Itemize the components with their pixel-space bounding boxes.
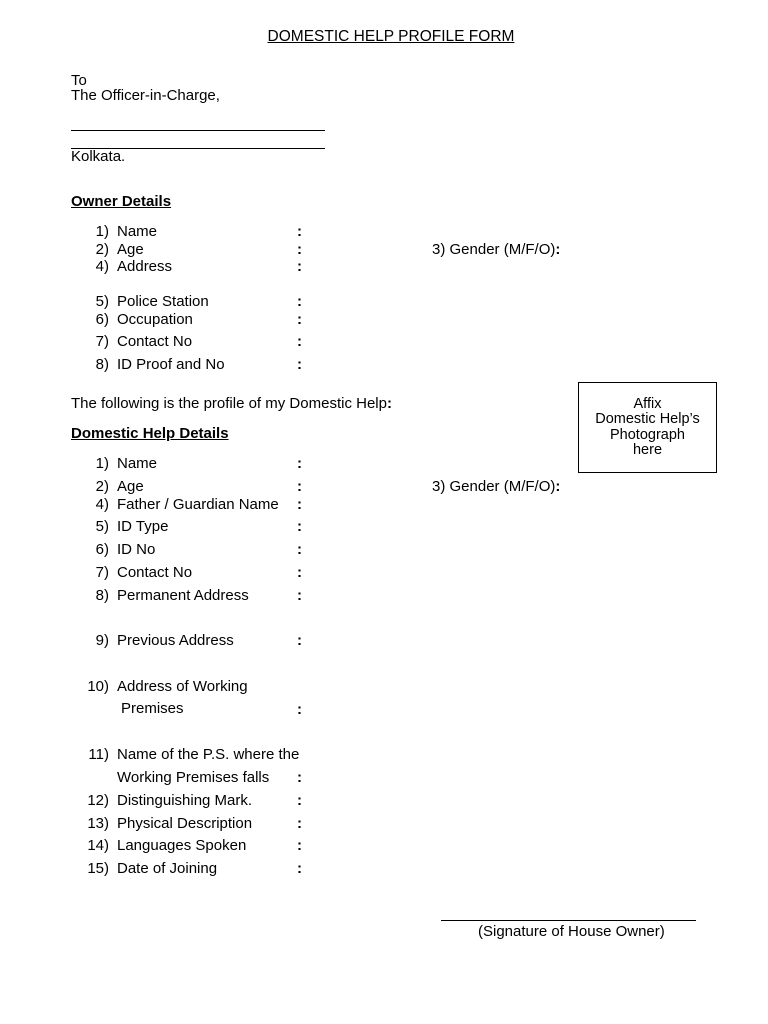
field-number: 11) [88,746,109,763]
field-colon: : [297,587,302,604]
intro-label: The following is the profile of my Domestic Help [71,395,387,412]
field-colon: : [555,241,561,258]
field-label: ID Proof and No [117,356,225,373]
address-line-1 [71,130,325,131]
field-number: 6) [95,311,109,328]
field-number: 1) [95,455,109,472]
field-label: Father / Guardian Name [117,496,279,513]
intro-text [71,395,392,412]
field-colon: : [297,293,302,310]
field-colon: : [297,518,302,535]
field-colon: : [297,837,302,854]
owner-details-heading: Owner Details [71,193,172,210]
field-number: 9) [95,632,109,649]
field-number: 2) [95,241,109,258]
field-label: Contact No [117,564,193,581]
field-label: Name [117,455,158,472]
form-title: DOMESTIC HELP PROFILE FORM [267,28,515,45]
field-colon: : [297,541,302,558]
photo-line-4: here [632,442,663,458]
field-label: Distinguishing Mark. [117,792,253,809]
field-label: Age [117,478,144,495]
photo-placeholder-box [578,382,717,473]
owner-gender-field [432,241,560,258]
field-colon: : [297,496,302,513]
field-label: ID No [117,541,156,558]
field-label: Languages Spoken [117,837,247,854]
field-label: Police Station [117,293,209,310]
field-label: Age [117,241,144,258]
field-colon: : [297,455,302,472]
field-colon: : [555,478,561,495]
field-label: 3) Gender (M/F/O) [432,478,556,495]
field-label: Name of the P.S. where the [117,746,300,763]
field-colon: : [297,241,302,258]
field-number: 12) [87,792,109,809]
field-colon: : [297,701,302,718]
field-label: Date of Joining [117,860,218,877]
field-label: ID Type [117,518,169,535]
field-number: 6) [95,541,109,558]
address-officer: The Officer-in-Charge, [71,87,220,104]
photo-line-1: Affix [633,395,662,412]
field-colon: : [297,223,302,240]
field-label-continued: Working Premises falls [117,769,270,786]
field-label: Address [117,258,173,275]
help-gender-field [432,478,560,495]
field-colon: : [297,311,302,328]
field-colon: : [297,632,302,649]
field-colon: : [297,564,302,581]
field-colon: : [297,333,302,350]
field-label: Previous Address [117,632,234,649]
field-colon: : [297,815,302,832]
address-to: To [71,72,87,89]
field-colon: : [297,769,302,786]
field-label: Permanent Address [117,587,249,604]
field-colon: : [297,860,302,877]
field-label-continued: Premises [121,700,184,717]
field-number: 4) [95,496,109,513]
field-number: 8) [95,356,109,373]
field-number: 2) [95,478,109,495]
field-number: 4) [95,258,109,275]
field-number: 10) [87,678,109,695]
field-label: Address of Working [117,678,248,695]
field-colon: : [297,792,302,809]
field-label: Name [117,223,158,240]
help-details-heading: Domestic Help Details [71,425,229,442]
field-label: Occupation [117,311,193,328]
intro-colon: : [386,395,392,412]
photo-line-2: Domestic Help’s [595,411,700,427]
address-city: Kolkata. [71,148,126,165]
photo-line-3: Photograph [610,426,685,443]
field-colon: : [297,478,302,495]
field-number: 5) [95,518,109,535]
field-number: 7) [95,564,109,581]
field-label: Physical Description [117,815,253,832]
field-number: 15) [87,860,109,877]
signature-line [441,920,696,921]
field-number: 5) [95,293,109,310]
field-number: 7) [95,333,109,350]
field-number: 1) [95,223,109,240]
field-colon: : [297,356,302,373]
signature-label: (Signature of House Owner) [478,923,665,940]
field-label: 3) Gender (M/F/O) [432,241,556,258]
field-number: 14) [87,837,109,854]
field-number: 8) [95,587,109,604]
field-colon: : [297,258,302,275]
field-label: Contact No [117,333,193,350]
field-number: 13) [87,815,109,832]
